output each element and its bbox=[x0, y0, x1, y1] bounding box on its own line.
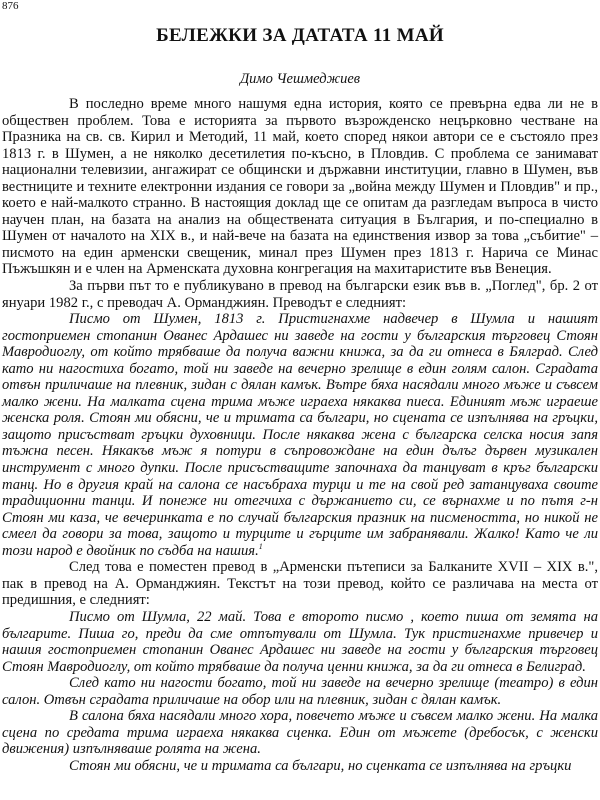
page-title: БЕЛЕЖКИ ЗА ДАТАТА 11 МАЙ bbox=[156, 25, 444, 46]
quote-text: Писмо от Шумен, 1813 г. Пристигнахме надвечер в Шумла и нашият гостоприемен стопанин Ованес Ардашес ни заведе на гости у българския търговец Стоян Мавродиоглу, от който трябваше да получа важни книжа, за да ги отнеса в Бялград. След като ни нагостиха богато, той ни заведе на вечерно зрелище в един голям салон. Сградата отвън приличаше на плевник, зидан с дялан камък. Вътре бяха насядали много мъже и съвсем малко жени. На малката сцена трима мъже играеха някаква пиеса. Единият мъж играеше женска роля. Стоян ми обясни, че и тримата са българи, но сцената се изпълнява на гръцки, защото присъстват гръцки духовници. После някаква жена с българска селска носия запя тъжна песен. Някакъв мъж я потури в съпровождане на един дълъг дървен музикален инструмент с много дупки. После присъстващите започнаха да танцуват в кръг български танц. Но в другия край на салона се насъбраха турци и те на свой ред затанцуваха своите традиционни танци. И понеже ни отегчиха с държанието си, се върнахме и по пътя г-н Стоян ми каза, че вечеринката е по случай българския празник на писмеността, но никой не смеел да говори за това, защото и турците и гърците им забранявали. Жалко! Като че ли този народ е двойник по съдба на нашия. bbox=[2, 311, 598, 559]
quoted-letter-1813 bbox=[2, 311, 598, 559]
article-body bbox=[2, 96, 598, 774]
quoted-letter-shumla-cont: В салона бяха насядали много хора, повечето мъже и съвсем малко жени. На малка сцена по средата трима играеха някаква сценка. Един от мъжете (дребосък, с женски движения) изпълняваше ролята на жена. bbox=[2, 708, 598, 758]
footnote-marker[interactable]: 1 bbox=[258, 541, 263, 551]
author-name: Димо Чешмеджиев bbox=[239, 71, 361, 87]
paragraph: За първи път то е публикувано в превод на български език във в. „Поглед", бр. 2 от януари 1982 г., с преводач А. Орманджиян. Преводът е следният: bbox=[2, 278, 598, 311]
quoted-letter-shumla-cont: Стоян ми обясни, че и тримата са българи, но сценката се изпълнява на гръцки bbox=[69, 757, 572, 774]
paragraph: В последно време много нашумя една история, която се превърна едва ли не в обществен проблем. Това е историята за първото възрожденско нецърковно честване на Празника на св. св. Кирил и Методий, 11 май, което според някои автори се е състояло през 1813 г. в Шумен, а не няколко десетилетия по-късно, в Пловдив. С проблема се занимават национални телевизии, ангажират се общински и държавни институции, главно в Шумен, във вестниците и техните електронни издания се говори за „война между Шумен и Пловдив" и пр., което е най-малкото странно. В настоящия доклад ще се опитам да разгледам въпроса в чисто научен план, на базата на анализ на обществената ситуация в България, и по-специално в Шумен от началото на XIX в., и най-вече на базата на единствения извор за това „събитие" – писмото на един арменски свещеник, минал през Шумен през 1813 г. Нарича се Минас Пъжъшкян и е член на Арменската духовна конгрегация на махитаристите във Венеция. bbox=[2, 96, 598, 278]
quoted-letter-shumla: Писмо от Шумла, 22 май. Това е второто писмо , което пиша от земята на българите. Пиша го, преди да сме отпътували от Шумла. Тук пристигнахме привечер и нашия гостоприемен стопанин Ованес Ардашес ни заведе на гости у българския търговец Стоян Мавродиоглу, от който трябваше да получа ценни книжа, за да ги отнеса в Белиград. bbox=[2, 608, 598, 675]
paragraph: След това е поместен превод в „Арменски пътеписи за Балканите XVII – XIX в.", пак в превод на А. Орманджиян. Текстът на този превод, който се различава на места от предишния, е следният: bbox=[2, 559, 598, 609]
page-number: 876 bbox=[2, 0, 19, 12]
quoted-letter-shumla-cont: След като ни нагости богато, той ни заведе на вечерно зрелище (театро) в един салон. Отвън сградата приличаше на обор или на плевник, зидан с дялан камък. bbox=[2, 675, 598, 708]
